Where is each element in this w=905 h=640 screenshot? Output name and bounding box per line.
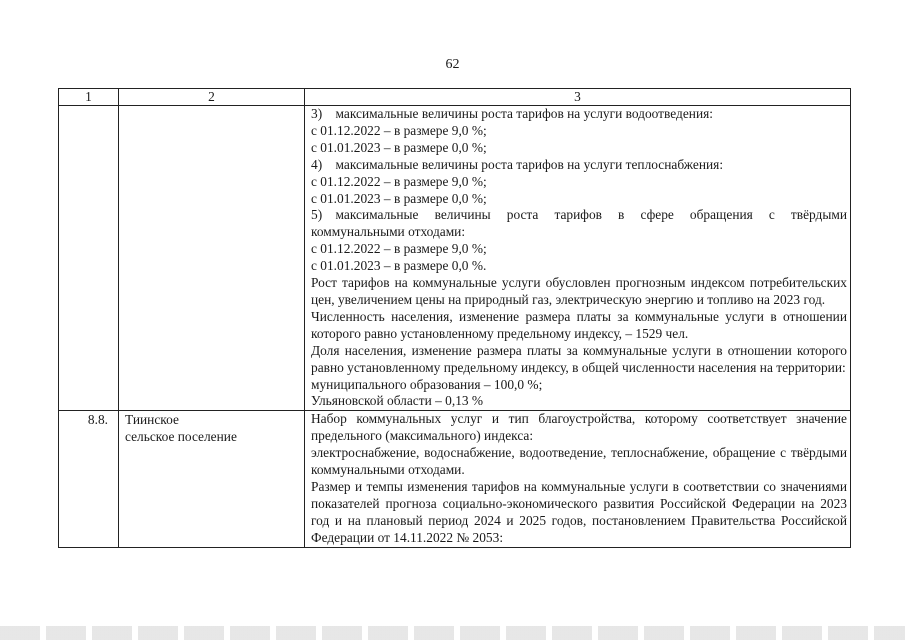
column-header-3: 3 <box>305 89 851 106</box>
settlement-name-line: Тиинское <box>125 412 179 428</box>
table-row-continuation <box>59 106 851 411</box>
paragraph-population: Численность населения, изменение размера платы за коммунальные услуги в отношении которого равно установленному предельному индексу, – 1529 чел. <box>311 308 847 341</box>
text-line: с 01.01.2023 – в размере 0,0 %; <box>311 139 487 155</box>
paragraph-service-set: Набор коммунальных услуг и тип благоустройства, которому соответствует значение предельного (максимального) индекса: <box>311 411 847 444</box>
text-line: коммунальными отходами: <box>311 224 466 240</box>
cell-content <box>305 411 851 547</box>
page-number: 62 <box>445 57 460 72</box>
text-line: 5) максимальные величины роста тарифов в сфере обращения с твёрдыми <box>311 207 847 223</box>
cell-name-empty <box>119 106 305 411</box>
settlement-name <box>119 411 305 547</box>
cell-content-continuation <box>305 106 851 411</box>
text-line: с 01.12.2022 – в размере 9,0 %; <box>311 122 487 138</box>
column-header-1: 1 <box>59 89 119 106</box>
paragraph-population-share: Доля населения, изменение размера платы за коммунальные услуги в отношении которого равно установленному предельному индексу, в общей численности населения на территории: <box>311 342 847 375</box>
text-line: с 01.12.2022 – в размере 9,0 %; <box>311 173 487 189</box>
page-bottom-edge <box>0 626 905 640</box>
text-line: 3) максимальные величины роста тарифов на услуги водоотведения: <box>311 106 713 121</box>
paragraph-services: электроснабжение, водоснабжение, водоотведение, теплоснабжение, обращение с твёрдыми коммунальными отходами. <box>311 445 847 478</box>
paragraph-tariff-size: Размер и темпы изменения тарифов на коммунальные услуги в соответствии со значениями показателей прогноза социально-экономического развития Российской Федерации на 2023 год и на плановый период 2024 и 2025 годов, постановлением Правительства Российской Федерации от 14.11.2022 № 2053: <box>311 478 847 545</box>
text-line: с 01.12.2022 – в размере 9,0 %; <box>311 241 487 257</box>
tariff-table <box>58 88 851 548</box>
text-line: Ульяновской области – 0,13 % <box>311 393 484 409</box>
text-line: с 01.01.2023 – в размере 0,0 %; <box>311 190 487 206</box>
paragraph-tariff-growth: Рост тарифов на коммунальные услуги обусловлен прогнозным индексом потребительских цен, увеличением цены на природный газ, электрическую энергию и топливо на 2023 год. <box>311 275 847 307</box>
table-header-row <box>59 89 851 106</box>
settlement-name-line: сельское поселение <box>125 429 237 445</box>
text-line: 4) максимальные величины роста тарифов на услуги теплоснабжения: <box>311 156 724 172</box>
cell-number-empty <box>59 106 119 411</box>
row-number: 8.8. <box>59 411 119 547</box>
text-line: муниципального образования – 100,0 %; <box>311 376 543 392</box>
text-line: с 01.01.2023 – в размере 0,0 %. <box>311 258 487 274</box>
column-header-2: 2 <box>119 89 305 106</box>
table-row <box>59 411 851 547</box>
